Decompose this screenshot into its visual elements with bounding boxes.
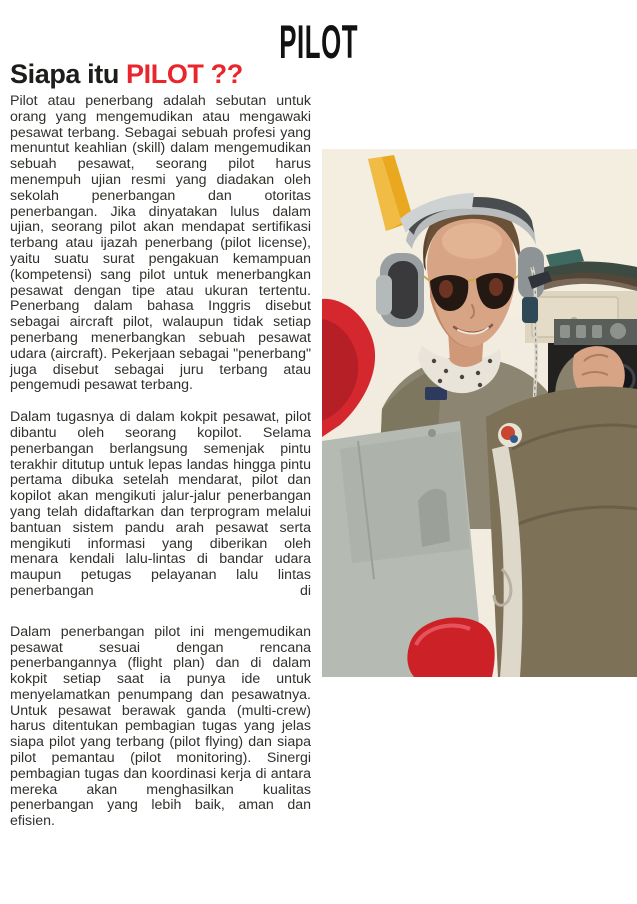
page-title [0,15,637,68]
article-text-column [10,58,311,846]
pilot-cockpit-photo [322,149,637,677]
article-heading [10,58,311,91]
heading-red-part: PILOT ?? [126,59,243,89]
paragraph-2: Dalam tugasnya di dalam kokpit pesawat, pilot dibantu oleh seorang kopilot. Selama penerbangan berlangsung semenjak pintu terakhir ditutup untuk lepas landas hingga pintu pertama dibuka setelah mendarat, pilot dan kopilot akan mengikuti jalur-jalur penerbangan yang telah didaftarkan dan terprogram melalui bantuan sistem pandu arah pesawat serta mengikuti informasi yang diberikan oleh menara kendali lalu-lintas di bandar udara maupun petugas pelayanan lalu lintas penerbangan di [10,409,311,599]
parachute-pack [486,387,637,677]
paragraph-3: Dalam penerbangan pilot ini mengemudikan pesawat sesuai dengan rencana penerbangannya (flight plan) dan di dalam kokpit setiap saat ia punya ide untuk menyelamatkan penumpang dan pesawatnya. Untuk pesawat berawak ganda (multi-crew) harus ditentukan pembagian tugas yang jelas siapa pilot yang terbang (pilot flying) dan siapa pilot pemantau (pilot monitoring). Sinergi pembagian tugas dan koordinasi kerja di antara mereka akan menghasilkan kualitas penerbangan yang lebih baik, aman dan efisien. [10,623,311,830]
page-title-text: PILOT [279,15,358,68]
heading-black-part: Siapa itu [10,59,127,89]
paragraph-1: Pilot atau penerbang adalah sebutan untuk orang yang mengemudikan atau mengawaki pesawat terbang. Sebagai sebuah profesi yang menuntut keahlian (skill) dalam mengemudikan sebuah pesawat, seorang pilot harus menempuh ujian resmi yang diadakan oleh sekolah penerbangan dan otoritas penerbangan. Jika dinyatakan lulus dalam ujian, seorang pilot akan mendapat sertifikasi terbang atau ijazah penerbang (pilot license), yaitu suatu surat pengakuan kemampuan (kompetensi) sang pilot untuk menerbangkan pesawat dengan tipe atau ukuran tertentu. Penerbang dalam bahasa Inggris disebut sebagai aircraft pilot, walaupun tidak setiap penerbang menerbangkan sebuah pesawat udara (aircraft). Pekerjaan sebagai "penerbang" juga disebut sebagai juru terbang atau pengemudi pesawat terbang. [10,93,311,394]
